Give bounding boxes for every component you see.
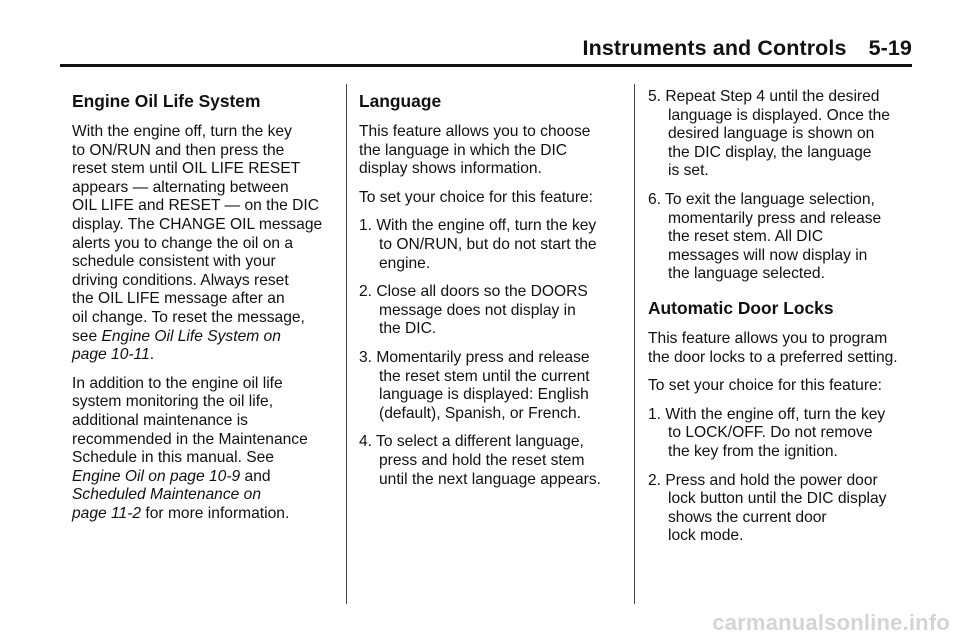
step-2 xyxy=(359,283,627,339)
step-6 xyxy=(648,191,914,284)
step-line: 3. Momentarily press and release xyxy=(359,348,590,366)
step-line: message does not display in xyxy=(379,301,576,319)
step-line: the reset stem. All DIC xyxy=(668,228,824,246)
text-line: With the engine off, turn the key xyxy=(72,123,292,140)
text-line: recommended in the Maintenance xyxy=(72,430,308,448)
text-line: This feature allows you to program xyxy=(648,329,888,347)
paragraph-set-choice: To set your choice for this feature: xyxy=(359,188,594,206)
heading-engine-oil-life: Engine Oil Life System xyxy=(72,91,261,111)
text-line: Schedule in this manual. See xyxy=(72,449,274,467)
page-number: 5-19 xyxy=(868,36,912,60)
step-line: shows the current door xyxy=(668,508,827,526)
step-line: the DIC display, the language xyxy=(668,143,872,161)
text-line: to ON/RUN and then press the xyxy=(72,141,285,159)
link-scheduled-maintenance[interactable]: Scheduled Maintenance on xyxy=(72,486,261,504)
step-line: engine. xyxy=(379,254,431,272)
step-4 xyxy=(359,433,627,489)
link-page-10-11[interactable]: page 10-11 xyxy=(72,346,150,364)
section-title: Instruments and Controls xyxy=(582,36,847,60)
step-line: to LOCK/OFF. Do not remove xyxy=(668,424,873,442)
step-line: 6. To exit the language selection, xyxy=(648,190,875,208)
text-line: schedule consistent with your xyxy=(72,253,276,271)
see-text: see xyxy=(72,327,102,345)
step-line: 4. To select a different language, xyxy=(359,433,584,451)
header-rule xyxy=(60,64,912,67)
text-line: display shows information. xyxy=(359,160,542,178)
column-divider-1 xyxy=(346,84,347,604)
text-line: appears — alternating between xyxy=(72,178,289,196)
step-3 xyxy=(359,349,627,423)
column-1 xyxy=(72,88,338,533)
paragraph-door-locks-intro xyxy=(648,330,914,367)
step-line: 1. With the engine off, turn the key xyxy=(648,405,886,423)
more-info-text: for more information. xyxy=(141,504,290,522)
step-line: 1. With the engine off, turn the key xyxy=(359,217,597,235)
heading-automatic-door-locks: Automatic Door Locks xyxy=(648,297,834,318)
page-header xyxy=(60,36,912,61)
step-line: messages will now display in xyxy=(668,246,868,264)
step-line: lock button until the DIC display xyxy=(668,490,887,508)
watermark: carmanualsonline.info xyxy=(712,610,950,635)
text-line: the OIL LIFE message after an xyxy=(72,290,285,308)
period: . xyxy=(149,346,155,364)
step-line: the key from the ignition. xyxy=(668,442,838,460)
step-1 xyxy=(359,217,627,273)
step-line: the reset stem until the current xyxy=(379,367,590,385)
text-line: alerts you to change the oil on a xyxy=(72,234,294,252)
paragraph-maintenance xyxy=(72,375,338,524)
column-2 xyxy=(359,88,627,499)
text-line: driving conditions. Always reset xyxy=(72,271,289,289)
step-line: is set. xyxy=(668,162,709,180)
step-line: until the next language appears. xyxy=(379,470,601,488)
step-line: lock mode. xyxy=(668,527,744,545)
link-page-11-2[interactable]: page 11-2 xyxy=(72,504,142,522)
step-door-2 xyxy=(648,472,914,546)
heading-language: Language xyxy=(359,91,442,111)
step-line: to ON/RUN, but do not start the xyxy=(379,235,597,253)
text-line: OIL LIFE and RESET — on the DIC xyxy=(72,197,320,215)
text-line: additional maintenance is xyxy=(72,411,248,429)
text-line: In addition to the engine oil life xyxy=(72,374,283,392)
step-line: 5. Repeat Step 4 until the desired xyxy=(648,88,880,105)
text-line: reset stem until OIL LIFE RESET xyxy=(72,160,301,178)
text-line xyxy=(72,486,338,505)
step-door-1 xyxy=(648,406,914,462)
column-3 xyxy=(648,88,914,556)
step-line: press and hold the reset stem xyxy=(379,451,585,469)
text-line: system monitoring the oil life, xyxy=(72,393,274,411)
text-line: oil change. To reset the message, xyxy=(72,308,305,326)
paragraph-set-choice: To set your choice for this feature: xyxy=(648,377,883,395)
step-line: momentarily press and release xyxy=(668,209,882,227)
step-line: language is displayed. Once the xyxy=(668,106,890,124)
step-line: (default), Spanish, or French. xyxy=(379,404,581,422)
paragraph-oil-reset xyxy=(72,123,338,365)
step-line: the language selected. xyxy=(668,265,825,283)
text-line: This feature allows you to choose xyxy=(359,123,591,140)
text-line xyxy=(72,328,338,347)
text-line xyxy=(72,468,338,487)
column-divider-2 xyxy=(634,84,635,604)
link-engine-oil[interactable]: Engine Oil on page 10-9 xyxy=(72,467,241,485)
step-line: 2. Close all doors so the DOORS xyxy=(359,283,588,301)
step-line: the DIC. xyxy=(379,320,437,338)
text-line xyxy=(72,505,338,524)
text-line: display. The CHANGE OIL message xyxy=(72,215,323,233)
paragraph-language-intro xyxy=(359,123,627,179)
link-engine-oil-life-system[interactable]: Engine Oil Life System on xyxy=(101,327,281,345)
text-line: the language in which the DIC xyxy=(359,141,568,159)
text-line xyxy=(72,346,338,365)
step-line: desired language is shown on xyxy=(668,125,875,143)
step-line: 2. Press and hold the power door xyxy=(648,471,878,489)
step-line: language is displayed: English xyxy=(379,386,589,404)
text-line: the door locks to a preferred setting. xyxy=(648,348,898,366)
step-5 xyxy=(648,88,914,181)
and-text: and xyxy=(240,467,271,485)
